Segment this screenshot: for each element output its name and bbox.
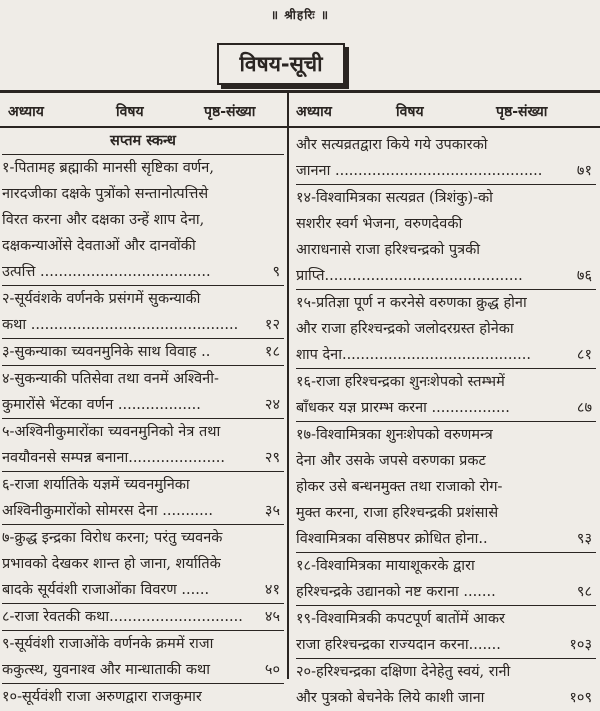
toc-line [2,259,284,286]
toc-line [2,498,284,525]
toc-line: १४-विश्वामित्रका सत्यव्रत (त्रिशंकु)-को [296,190,493,206]
toc-line [296,158,596,185]
page-number: ९८ [576,584,592,600]
toc-line: १५-प्रतिज्ञा पूर्ण न करनेसे वरुणका क्रुद्ध होना [296,295,527,311]
toc-line: २०-हरिश्चन्द्रका दक्षिणा देनेहेतु स्वयं, रानी [296,664,511,680]
toc-line [296,263,596,290]
right-column [296,132,596,711]
page-number: ७१ [576,163,592,179]
toc-line: सशरीर स्वर्ग भेजना, वरुणदेवकी [296,216,463,232]
page-number: ५० [264,662,280,678]
toc-line: होकर उसे बन्धनमुक्त तथा राजाको रोग- [296,479,503,495]
top-rule [0,90,600,93]
toc-line [2,392,284,419]
toc-line: १८-विश्वामित्रका मायाशूकरके द्वारा [296,558,475,574]
toc-line: १०-सूर्यवंशी राजा अरुणद्वारा राजकुमार [2,689,202,705]
toc-line-text: बाँधकर यज्ञ प्रारम्भ करना ................. [296,400,510,416]
page-number: १८ [264,344,280,360]
right-col-adhyay: अध्याय [296,103,332,120]
toc-line [296,342,596,369]
toc-line [296,685,596,711]
left-col-prishth: पृष्ठ-संख्या [204,103,256,120]
toc-line: ६-राजा शर्यातिके यज्ञमें च्यवनमुनिका [2,477,190,493]
left-col-adhyay: अध्याय [8,103,44,120]
page-number: ९ [272,264,280,280]
toc-line-text: ३-सुकन्याका च्यवनमुनिके साथ विवाह .. [2,344,211,360]
right-col-vishay: विषय [396,103,424,120]
toc-line: देना और उसके जपसे वरुणका प्रकट [296,453,486,469]
column-divider [287,90,289,679]
toc-line [2,657,284,684]
toc-line-text: हरिश्चन्द्रके उद्यानको नष्ट कराना ....... [296,584,496,600]
toc-line: १-पितामह ब्रह्माकी मानसी सृष्टिका वर्णन, [2,160,214,176]
toc-line [2,604,284,631]
left-column [2,128,284,710]
toc-line-text: जानना ............................................. [296,163,543,179]
toc-line [296,579,596,606]
toc-line-text: राजा हरिश्चन्द्रका राज्यदान करना....... [296,637,501,653]
toc-line: और राजा हरिश्चन्द्रको जलोदरग्रस्त होनेका [296,321,514,337]
page-number: ३५ [264,503,280,519]
page-number: २९ [264,450,280,466]
toc-line: ५-अश्विनीकुमारोंका च्यवनमुनिको नेत्र तथा [2,424,221,440]
toc-line: १६-राजा हरिश्चन्द्रका शुनःशेपको स्तम्भमें [296,374,505,390]
toc-line [296,632,596,659]
page-number: ९३ [576,531,592,547]
toc-line: मुक्त करना, राजा हरिश्चन्द्रकी प्रशंसासे [296,505,499,521]
toc-line: ९-सूर्यवंशी राजाओंके वर्णनके क्रममें राजा [2,636,214,652]
page-number: २४ [264,397,280,413]
page-number: ४१ [264,582,280,598]
toc-line: विरत करना और दक्षका उन्हें शाप देना, [2,212,205,228]
toc-line [2,312,284,339]
toc-line-text: कुमारोंसे भेंटका वर्णन .................. [2,397,201,413]
toc-line-text: और पुत्रको बेचनेके लिये काशी जाना [296,690,485,706]
toc-line-text: शाप देना......................................... [296,347,531,363]
toc-line-text: विश्वामित्रका वसिष्ठपर क्रोधित होना.. [296,531,488,547]
toc-line [2,445,284,472]
page-number: ८७ [576,400,592,416]
toc-line-text: बादके सूर्यवंशी राजाओंका विवरण ...... [2,582,210,598]
toc-line [296,395,596,422]
page-number: ४५ [264,609,280,625]
toc-line: आराधनासे राजा हरिश्चन्द्रको पुत्रकी [296,242,481,258]
page-number: १२ [264,317,280,333]
page-number: ७६ [576,268,592,284]
left-col-vishay: विषय [116,103,144,120]
right-col-prishth: पृष्ठ-संख्या [496,103,548,120]
toc-line-text: ८-राजा रेवतकी कथा............................. [2,609,243,625]
toc-line-text: उत्पत्ति ..................................... [2,264,211,280]
toc-line: २-सूर्यवंशके वर्णनके प्रसंगमें सुकन्याकी [2,291,201,307]
toc-line [2,577,284,604]
toc-line: और सत्यव्रतद्वारा किये गये उपकारको [296,137,488,153]
page-number: ८१ [576,347,592,363]
toc-line-text: कथा ............................................. [2,317,239,333]
toc-line: १७-विश्वामित्रका शुनःशेपको वरुणमन्त्र [296,427,493,443]
toc-line: प्रभावको देखकर शान्त हो जाना, शर्यातिके [2,556,221,572]
toc-line: १९-विश्वामित्रकी कपटपूर्ण बातोंमें आकर [296,611,505,627]
toc-line-text: ककुत्स्थ, युवनाश्व और मान्धाताकी कथा [2,662,211,678]
page-title: विषय-सूची [217,43,345,85]
toc-line [2,339,284,366]
page-number: १०३ [569,637,592,653]
toc-line [296,526,596,553]
toc-line: नारदजीका दक्षके पुत्रोंको सन्तानोत्पत्तिसे [2,186,209,202]
toc-line-text: अश्विनीकुमारोंको सोमरस देना ........... [2,503,213,519]
toc-line-text: नवयौवनसे सम्पन्न बनाना..................... [2,450,226,466]
toc-line: ७-क्रुद्ध इन्द्रका विरोध करना; परंतु च्यवनके [2,530,223,546]
toc-line-text: प्राप्ति........................................... [296,268,523,284]
page-number: १०९ [569,690,592,706]
toc-line: दक्षकन्याओंसे देवताओं और दानवोंकी [2,238,196,254]
toc-line: ४-सुकन्याकी पतिसेवा तथा वनमें अश्विनी- [2,371,219,387]
section-heading: सप्तम स्कन्ध [2,128,284,155]
header-top: ॥ श्रीहरिः ॥ [270,8,330,22]
